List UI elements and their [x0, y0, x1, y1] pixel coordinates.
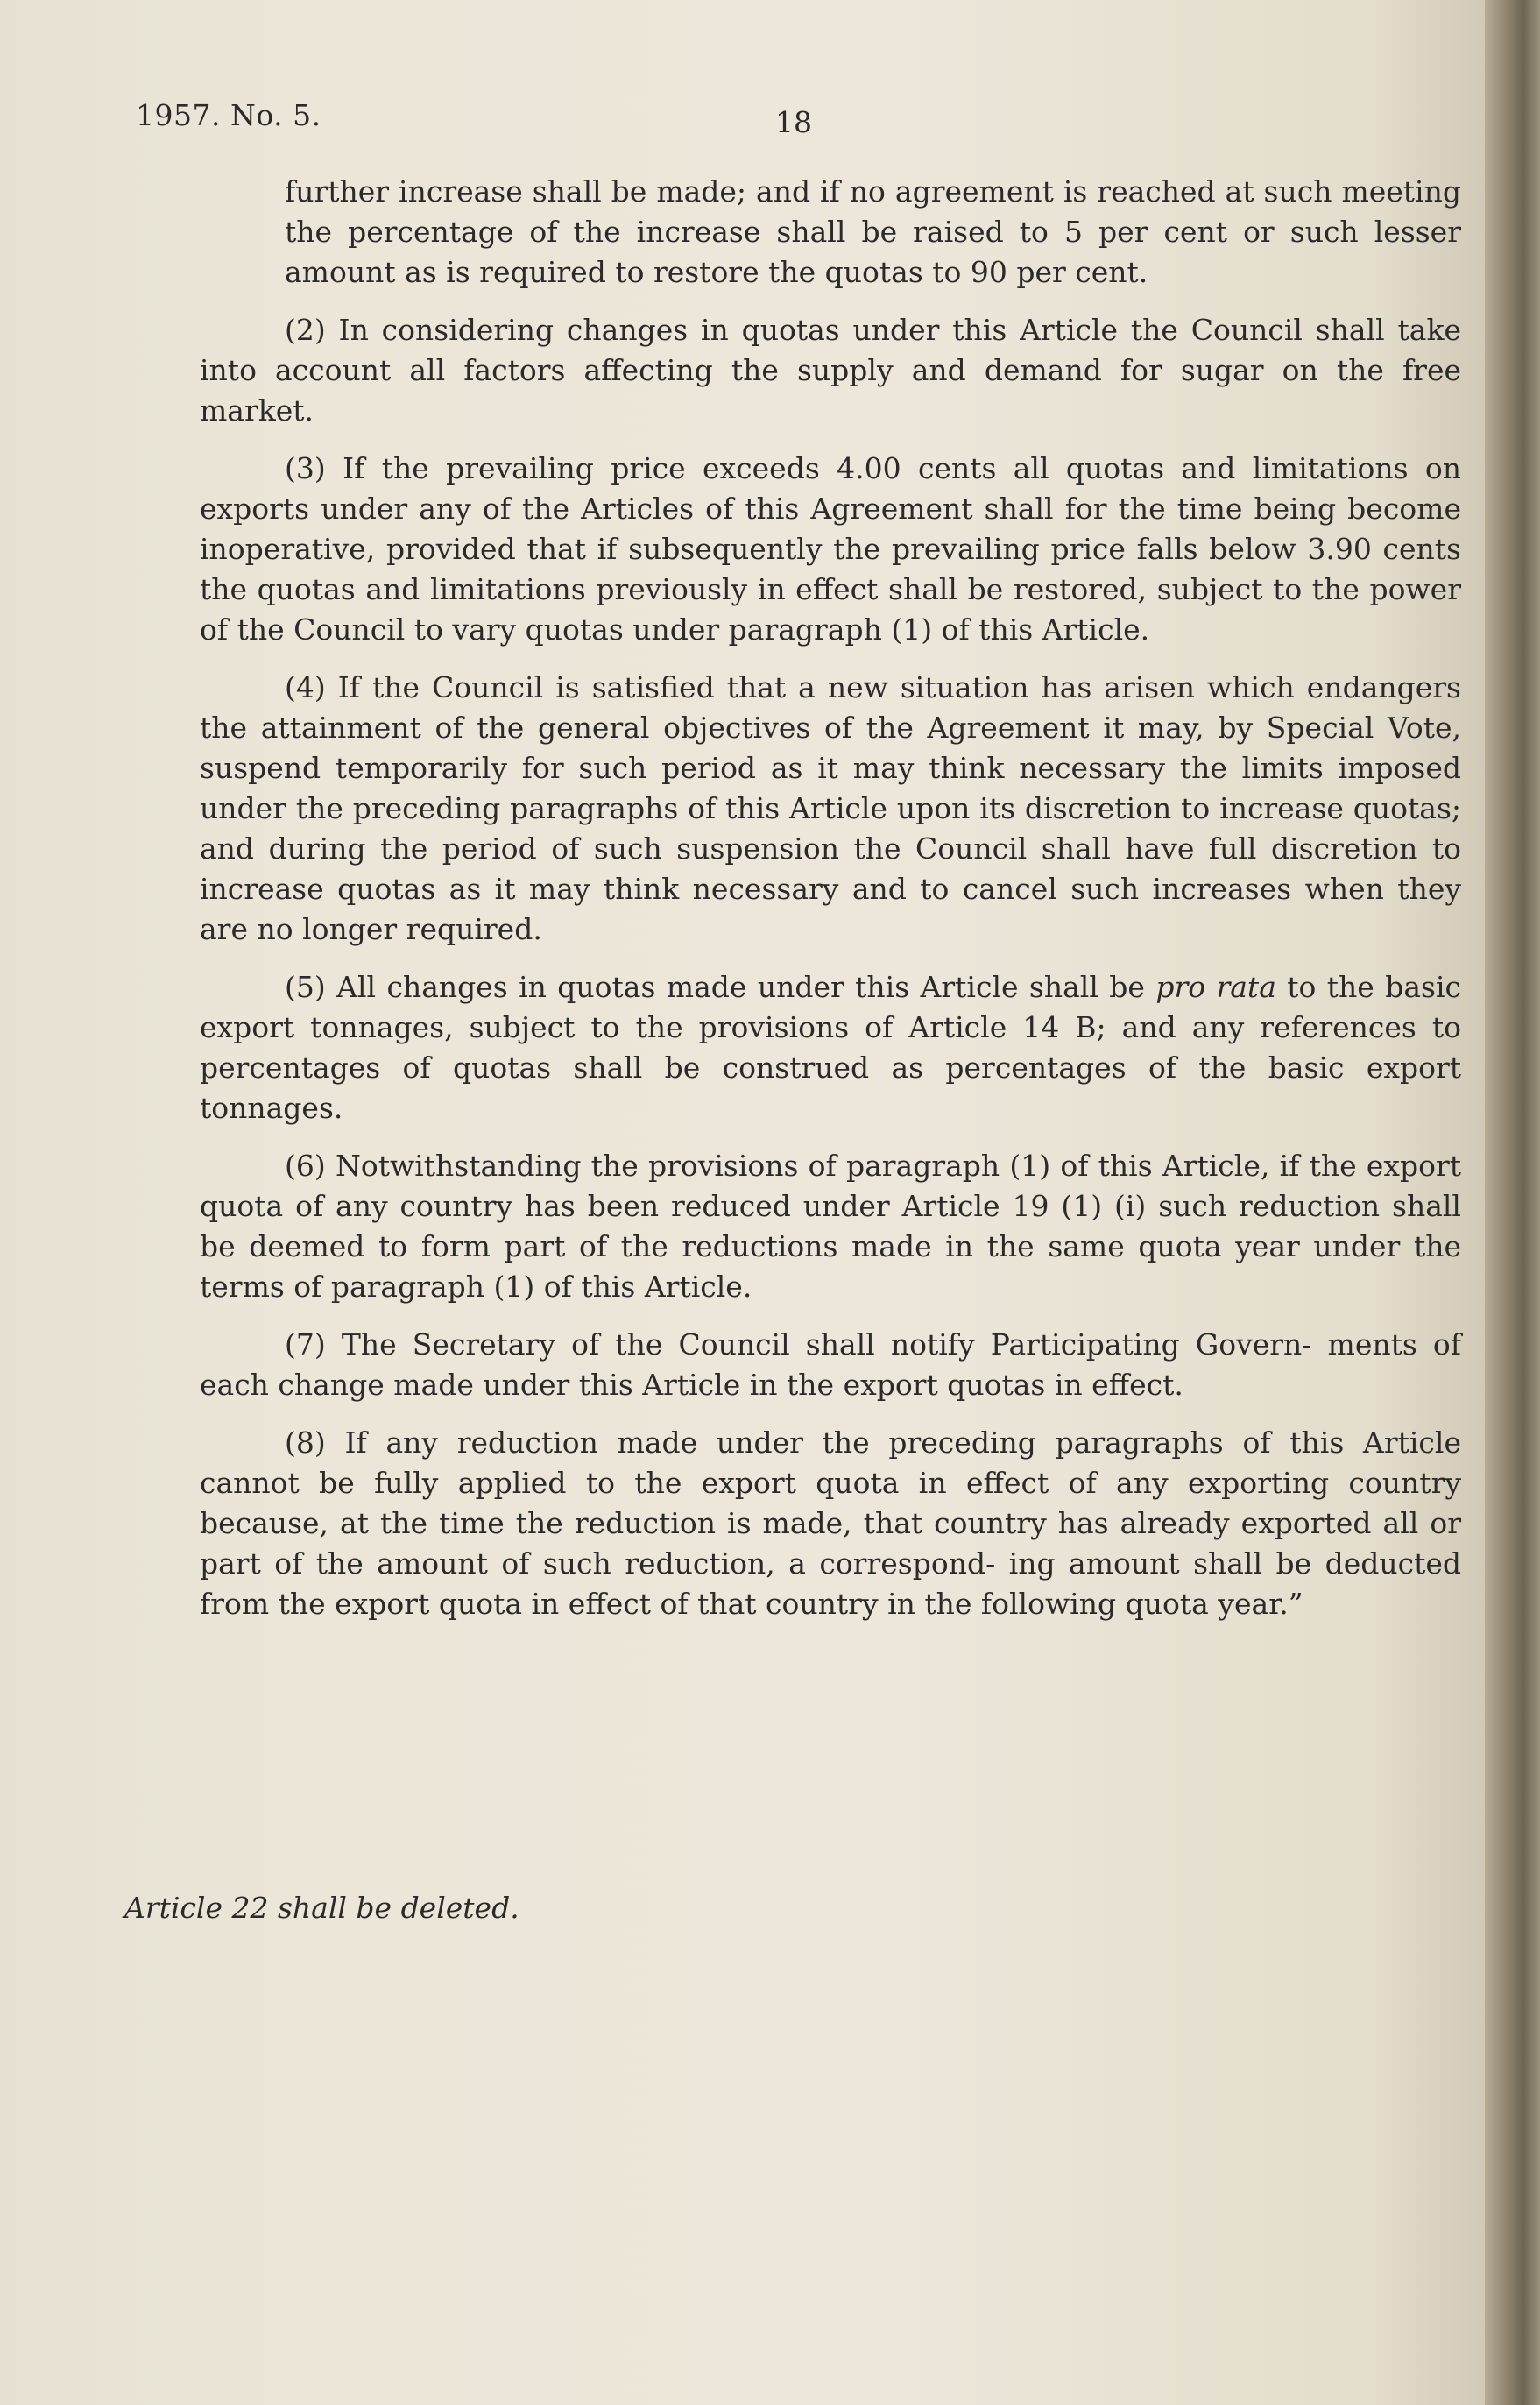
- paragraph-4: (4) If the Council is satisfied that a new situation has arisen which endangers the attainment of the general objectives of the Agreement it may, by Special Vote, suspend temporarily for such period as it may think necessary the limits imposed under the preceding paragraphs of this Article upon its discretion to increase quotas; and during the period of such suspension the Council shall have full discretion to increase quotas as it may think necessary and to cancel such increases when they are no longer required.: [200, 670, 1461, 946]
- paragraph-5: [200, 967, 1461, 1128]
- paragraph-5-part-2: to the basic export tonnages, subject to the provisions of Article 14 B; and any references to percentages of quotas shall be construed as percentages of the basic export tonnages.: [200, 970, 1461, 1125]
- paragraph-2: (2) In considering changes in quotas under this Article the Council shall take into account all factors affecting the supply and demand for sugar on the free market.: [200, 313, 1461, 428]
- paragraph-6: (6) Notwithstanding the provisions of paragraph (1) of this Article, if the export quota of any country has been reduced under Article 19 (1) (i) such reduction shall be deemed to form part of the reductions made in the same quota year under the terms of paragraph (1) of this Article.: [200, 1149, 1461, 1304]
- book-spine-edge: [1485, 0, 1540, 2405]
- paragraph-8: (8) If any reduction made under the preceding paragraphs of this Article cannot be fully applied to the export quota in effect of any exporting country because, at the time the reduction is made, that country has already exported all or part of the amount of such reduction, a correspond- ing amount shall be deducted from the export quota in effect of that country in the following quota year.”: [200, 1425, 1461, 1621]
- body-text: [200, 172, 1461, 1642]
- paragraph-7: (7) The Secretary of the Council shall notify Participating Govern- ments of each change made under this Article in the export quotas in effect.: [200, 1327, 1461, 1402]
- page-header-citation: 1957. No. 5.: [136, 98, 321, 132]
- page-number: 18: [775, 105, 812, 139]
- paragraph-5-italic-term: pro rata: [1155, 970, 1276, 1004]
- paragraph-1-continuation: further increase shall be made; and if no agreement is reached at such meeting the percentage of the increase shall be raised to 5 per cent or such lesser amount as is required to restore the quotas to 90 per cent.: [285, 174, 1461, 289]
- paragraph-3: (3) If the prevailing price exceeds 4.00 cents all quotas and limitations on exports under any of the Articles of this Agreement shall for the time being become inoperative, provided that if subsequently the prevailing price falls below 3.90 cents the quotas and limitations previously in effect shall be restored, subject to the power of the Council to vary quotas under paragraph (1) of this Article.: [200, 451, 1461, 647]
- paragraph-5-part-1: (5) All changes in quotas made under this Article shall be: [285, 970, 1156, 1004]
- closing-statement: Article 22 shall be deleted.: [124, 1891, 519, 1925]
